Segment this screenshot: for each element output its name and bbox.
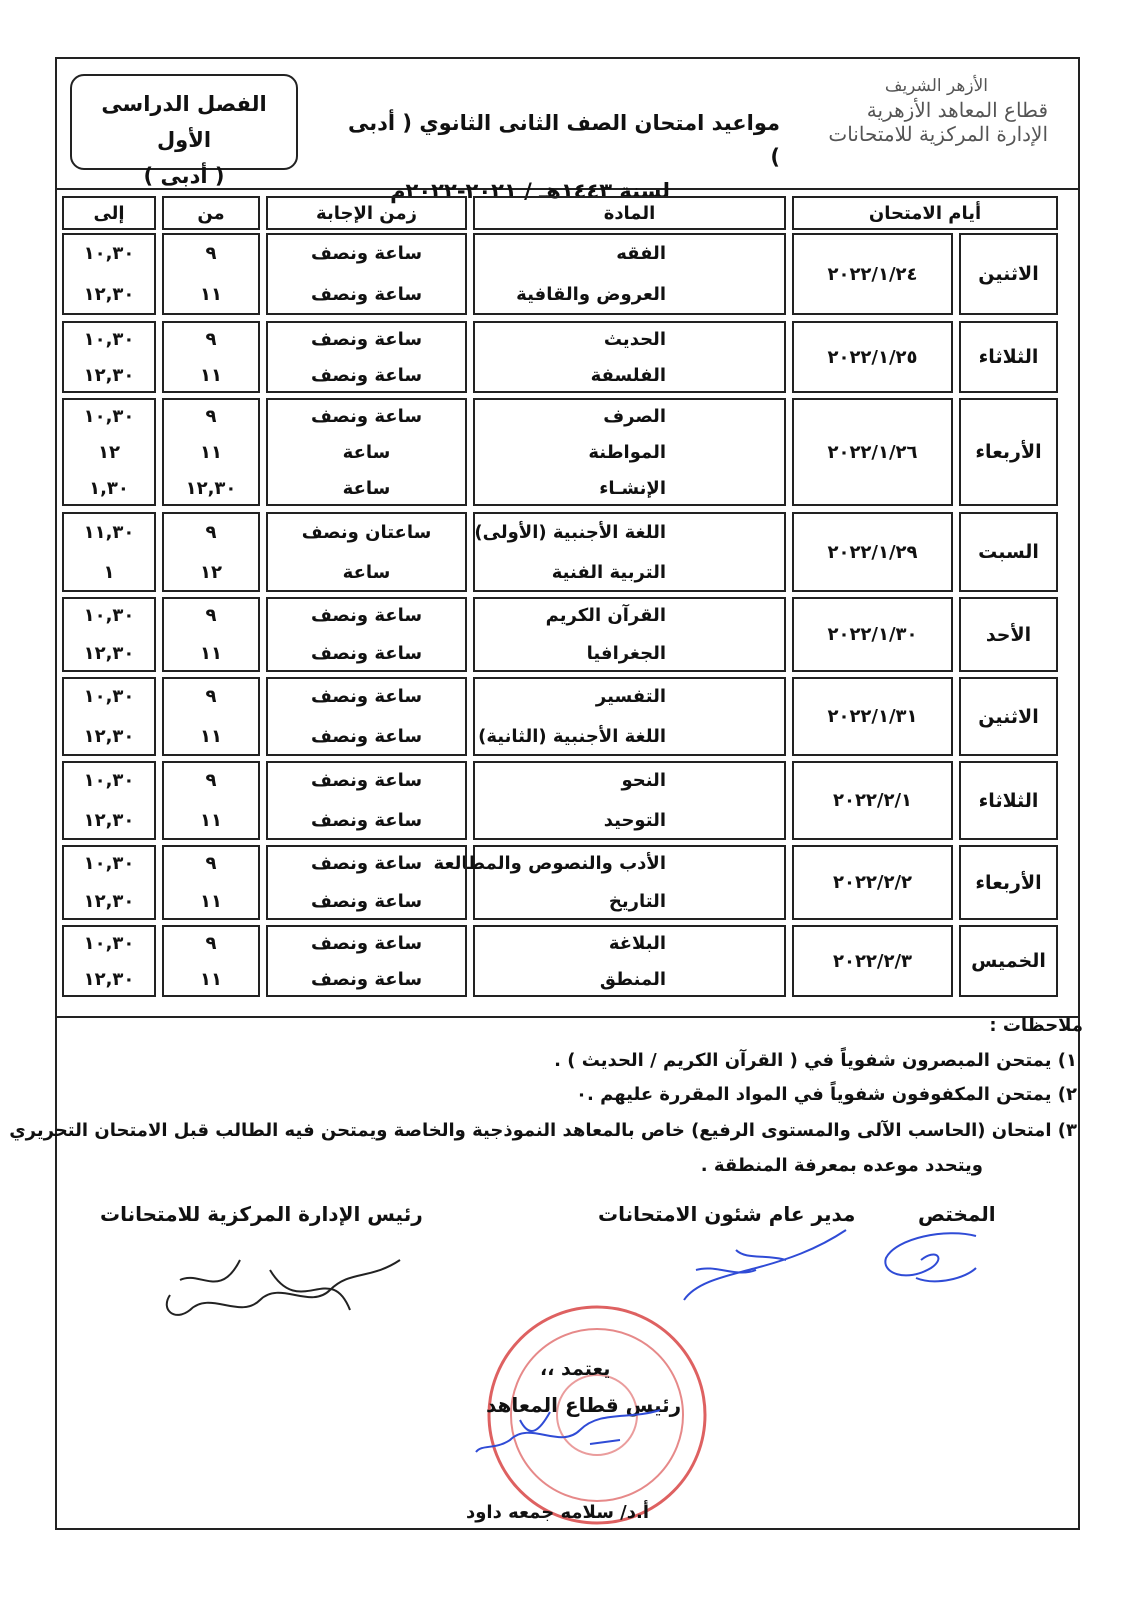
title-year: لسنة ١٤٤٣هـ / ٢٠٢١-٢٠٢٢م	[390, 179, 670, 203]
date-cell: ٢٠٢٢/١/٢٦	[792, 398, 953, 506]
central-head-label: رئيس الإدارة المركزية للامتحانات	[100, 1202, 423, 1226]
to-cell: ١٢,٣٠	[83, 725, 135, 747]
to-cell: ١٢,٣٠	[83, 890, 135, 912]
from-cell: ١١	[200, 725, 222, 747]
sector-head-name: أ.د/ سلامه جمعه داود	[466, 1502, 649, 1523]
from-cell: ١٢	[200, 561, 222, 583]
to-cell: ١٠,٣٠	[83, 932, 135, 954]
logo-line: الأزهر الشريف	[884, 76, 988, 96]
date-cell: ٢٠٢٢/١/٢٤	[792, 233, 953, 315]
to-cell: ١٠,٣٠	[83, 770, 135, 792]
subject-cell: النحو	[621, 770, 666, 792]
header-duration: زمن الإجابة	[266, 196, 467, 230]
term-box	[70, 74, 298, 188]
from-cell: ١٢,٣٠	[185, 477, 237, 499]
duration-cell: ساعة ونصف	[310, 405, 423, 427]
subject-cell: الجغرافيا	[586, 642, 666, 664]
day-cell: الأربعاء	[959, 845, 1058, 920]
approve-label: يعتمد ،،	[540, 1358, 611, 1380]
day-cell: الاثنين	[959, 233, 1058, 315]
from-cell: ٩	[205, 328, 217, 350]
subject-cell: التوحيد	[603, 809, 666, 831]
duration-cell: ساعة ونصف	[310, 243, 423, 264]
header-to: إلى	[62, 196, 156, 230]
azhar-logo-text	[758, 74, 1048, 146]
from-cell: ٩	[205, 932, 217, 954]
subject-cell: التفسير	[595, 686, 666, 708]
track-label: ( أدبى )	[143, 164, 225, 188]
page-title	[340, 106, 780, 208]
duration-cell: ساعة ونصف	[310, 890, 423, 912]
from-cell: ١١	[200, 441, 222, 463]
to-cell: ١٠,٣٠	[83, 243, 135, 264]
subject-cell: التاريخ	[608, 890, 666, 912]
duration-cell: ساعة ونصف	[310, 968, 423, 990]
note-item: ١) يمتحن المبصرون شفوياً في ( القرآن الكريم / الحديث ) .	[554, 1050, 1077, 1071]
specialist-label: المختص	[918, 1202, 996, 1226]
from-cell: ٩	[205, 405, 217, 427]
logo-line: الإدارة المركزية للامتحانات	[828, 122, 1048, 146]
duration-cell: ساعة ونصف	[310, 809, 423, 831]
note-item: ٣) امتحان (الحاسب الآلى والمستوى الرفيع) خاص بالمعاهد النموذجية والخاصة ويمتحن فيه الطالب قبل الامتحان التحريري	[9, 1120, 1077, 1141]
subject-cell: المنطق	[599, 968, 666, 990]
date-cell: ٢٠٢٢/١/٢٩	[792, 512, 953, 592]
subject-cell: اللغة الأجنبية (الأولى)	[474, 521, 666, 543]
term-label: الفصل الدراسى الأول	[101, 92, 267, 152]
duration-cell: ساعة ونصف	[310, 853, 423, 875]
duration-cell: ساعتان ونصف	[301, 521, 432, 543]
to-cell: ١٠,٣٠	[83, 605, 135, 627]
subject-cell: الفلسفة	[590, 364, 666, 386]
subject-cell: التربية الفنية	[551, 561, 666, 583]
duration-cell: ساعة ونصف	[310, 642, 423, 664]
from-cell: ٩	[205, 605, 217, 627]
day-cell: الثلاثاء	[959, 321, 1058, 393]
notes-heading: ملاحظات :	[989, 1015, 1083, 1036]
day-cell: الأربعاء	[959, 398, 1058, 506]
duration-cell: ساعة ونصف	[310, 770, 423, 792]
duration-cell: ساعة	[342, 477, 391, 499]
from-cell: ١١	[200, 809, 222, 831]
day-cell: الأحد	[959, 597, 1058, 672]
day-cell: الاثنين	[959, 677, 1058, 756]
day-cell: الثلاثاء	[959, 761, 1058, 840]
header-days: أيام الامتحان	[792, 196, 1058, 230]
from-cell: ٩	[205, 521, 217, 543]
to-cell: ١٢,٣٠	[83, 284, 135, 305]
to-cell: ١	[103, 561, 115, 583]
from-cell: ٩	[205, 243, 217, 264]
sector-head-label: رئيس قطاع المعاهد	[486, 1393, 682, 1417]
duration-cell: ساعة ونصف	[310, 686, 423, 708]
to-cell: ١٠,٣٠	[83, 853, 135, 875]
duration-cell: ساعة	[342, 561, 391, 583]
day-cell: السبت	[959, 512, 1058, 592]
header-from: من	[162, 196, 260, 230]
from-cell: ١١	[200, 284, 222, 305]
date-cell: ٢٠٢٢/٢/٣	[792, 925, 953, 997]
date-cell: ٢٠٢٢/٢/٢	[792, 845, 953, 920]
subject-cell: الحديث	[603, 328, 666, 350]
title-line: مواعيد امتحان الصف الثانى الثانوي ( أدبى )	[348, 111, 780, 169]
to-cell: ١٢	[98, 441, 120, 463]
duration-cell: ساعة ونصف	[310, 284, 423, 305]
from-cell: ١١	[200, 968, 222, 990]
to-cell: ١٢,٣٠	[83, 809, 135, 831]
duration-cell: ساعة ونصف	[310, 605, 423, 627]
date-cell: ٢٠٢٢/١/٣١	[792, 677, 953, 756]
day-cell: الخميس	[959, 925, 1058, 997]
from-cell: ٩	[205, 853, 217, 875]
from-cell: ١١	[200, 890, 222, 912]
subject-cell: اللغة الأجنبية (الثانية)	[478, 725, 666, 747]
date-cell: ٢٠٢٢/١/٢٥	[792, 321, 953, 393]
note-item: ٢) يمتحن المكفوفون شفوياً في المواد المقررة عليهم .٠	[576, 1084, 1077, 1105]
from-cell: ٩	[205, 770, 217, 792]
duration-cell: ساعة ونصف	[310, 328, 423, 350]
to-cell: ١٠,٣٠	[83, 328, 135, 350]
to-cell: ١٠,٣٠	[83, 405, 135, 427]
subject-cell: البلاغة	[608, 932, 666, 954]
date-cell: ٢٠٢٢/١/٣٠	[792, 597, 953, 672]
duration-cell: ساعة ونصف	[310, 932, 423, 954]
from-cell: ١١	[200, 642, 222, 664]
duration-cell: ساعة	[342, 441, 391, 463]
central-head-signature	[150, 1240, 410, 1330]
specialist-signature	[876, 1228, 986, 1290]
sector-head-signature	[470, 1400, 670, 1460]
subject-cell: الإنشـاء	[599, 477, 666, 499]
exams-manager-label: مدير عام شئون الامتحانات	[598, 1202, 856, 1226]
duration-cell: ساعة ونصف	[310, 364, 423, 386]
subject-cell: العروض والقافية	[516, 284, 666, 305]
notes-divider	[55, 1016, 1080, 1018]
subject-cell: المواطنة	[588, 441, 666, 463]
duration-cell: ساعة ونصف	[310, 725, 423, 747]
to-cell: ١٢,٣٠	[83, 642, 135, 664]
note-item: ويتحدد موعده بمعرفة المنطقة .	[700, 1155, 983, 1176]
logo-line: قطاع المعاهد الأزهرية	[866, 98, 1048, 122]
subject-cell: الأدب والنصوص والمطالعة	[433, 853, 666, 875]
to-cell: ١٢,٣٠	[83, 364, 135, 386]
from-cell: ١١	[200, 364, 222, 386]
exams-manager-signature	[676, 1220, 856, 1310]
subject-cell: الصرف	[603, 405, 666, 427]
date-cell: ٢٠٢٢/٢/١	[792, 761, 953, 840]
header-subject: المادة	[473, 196, 786, 230]
from-cell: ٩	[205, 686, 217, 708]
subject-cell: القرآن الكريم	[545, 605, 666, 627]
to-cell: ١,٣٠	[89, 477, 129, 499]
to-cell: ١٢,٣٠	[83, 968, 135, 990]
to-cell: ١١,٣٠	[83, 521, 135, 543]
subject-cell: الفقه	[616, 243, 666, 264]
to-cell: ١٠,٣٠	[83, 686, 135, 708]
